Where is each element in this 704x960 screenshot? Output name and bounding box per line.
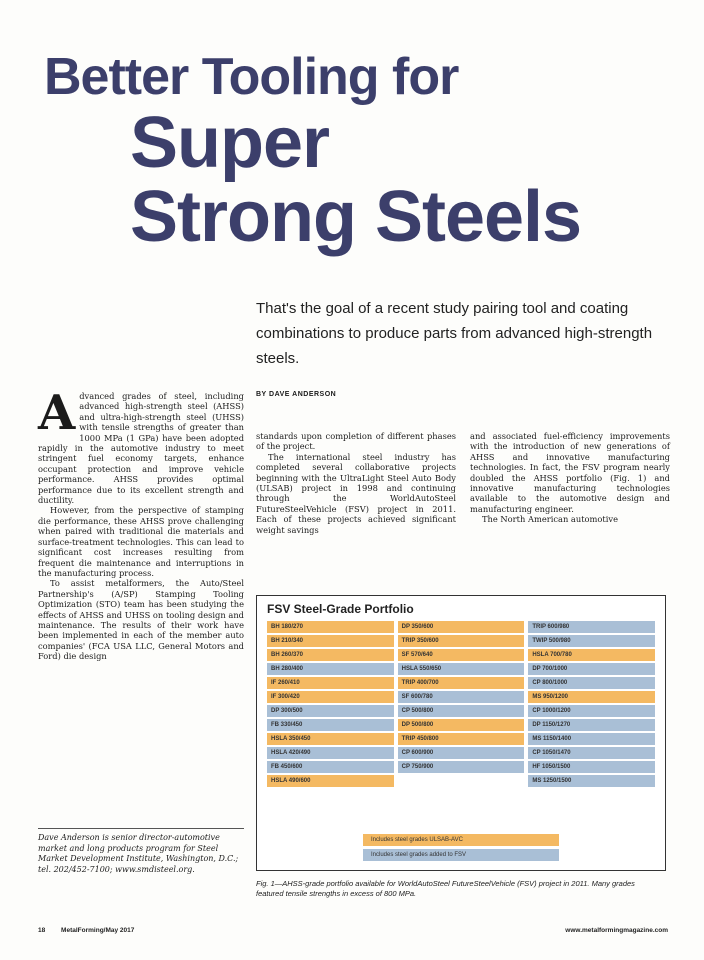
- figure-caption: Fig. 1—AHSS-grade portfolio available for WorldAutoSteel FutureSteelVehicle (FSV) project in 2011. Many grades featured tensile strengths in excess of 800 MPa.: [256, 879, 635, 898]
- byline: BY DAVE ANDERSON: [256, 391, 337, 398]
- publication-url: www.metalformingmagazine.com: [565, 927, 668, 934]
- grade-cell: SF 600/780: [398, 691, 525, 703]
- drop-cap: A: [38, 385, 76, 441]
- body-column-2: [256, 431, 456, 535]
- paragraph: The North American automotive: [482, 514, 618, 525]
- grade-cell: MS 1150/1400: [528, 733, 655, 745]
- article-deck: That's the goal of a recent study pairing tool and coating combinations to produce parts from advanced high-strength steels.: [256, 300, 653, 367]
- paragraph: However, from the perspective of stamping die performance, these AHSS prove challenging when paired with traditional die materials and surface-treatment technologies. This can lead to significant cost increases resulting from frequent die maintenance and interruptions in the manufacturing process.: [38, 505, 244, 578]
- grade-cell: DP 500/800: [398, 719, 525, 731]
- body-column-3: [470, 431, 670, 525]
- grade-cell: BH 260/370: [267, 649, 394, 661]
- grade-cell: FB 450/600: [267, 761, 394, 773]
- grade-cell: HF 1050/1500: [528, 761, 655, 773]
- article-title: [44, 48, 684, 257]
- grade-cell: TRIP 400/700: [398, 677, 525, 689]
- paragraph: To assist metalformers, the Auto/Steel Partnership's (A/SP) Stamping Tooling Optimization (STO) team has been studying the effects of AHSS and UHSS on tooling design and maintenance. The results of their work have been implemented in each of the member auto companies' (FCA USA LLC, General Motors and Ford) die design: [38, 578, 244, 662]
- title-line-3: Strong Steels: [130, 177, 582, 257]
- grade-column: [398, 621, 525, 789]
- grade-cell: TRIP 450/800: [398, 733, 525, 745]
- page-number: 18: [38, 927, 46, 934]
- grade-cell: MS 1250/1500: [528, 775, 655, 787]
- grade-cell: HSLA 350/450: [267, 733, 394, 745]
- grade-cell: DP 350/600: [398, 621, 525, 633]
- table-title: FSV Steel-Grade Portfolio: [267, 602, 414, 616]
- grade-cell: [398, 775, 525, 787]
- grade-cell: BH 180/270: [267, 621, 394, 633]
- paragraph-text: dvanced grades of steel, including advanced high-strength steel (AHSS) and ultra-high-strength steel (UHSS) with tensile strengths of greater than 1000 MPa (1 GPa) have been adopted rapidly in the automotive industry to meet stringent fuel economy targets, enhance occupant protection and improve vehicle performance. AHSS provides optimal performance due to its excellent strength and ductility.: [38, 391, 244, 506]
- legend-blue: Includes steel grades added to FSV: [363, 849, 559, 861]
- grade-cell: CP 1000/1200: [528, 705, 655, 717]
- publication-name: MetalForming/May 2017: [61, 927, 135, 934]
- grade-cell: DP 1150/1270: [528, 719, 655, 731]
- grade-cell: BH 210/340: [267, 635, 394, 647]
- grade-column: [267, 621, 394, 789]
- steel-grade-table: [256, 595, 666, 871]
- grade-cell: DP 300/500: [267, 705, 394, 717]
- grade-column: [528, 621, 655, 789]
- grade-cell: BH 280/400: [267, 663, 394, 675]
- paragraph: and associated fuel-efficiency improvements with the introduction of new generations of AHSS and innovative manufacturing technologies. In fact, the FSV program nearly doubled the AHSS portfolio (Fig. 1) and innovative manufacturing technologies available to the automotive design and manufacturing engineer.: [470, 431, 670, 514]
- grade-cell: TRIP 350/600: [398, 635, 525, 647]
- paragraph: [38, 385, 244, 506]
- grade-cell: CP 500/800: [398, 705, 525, 717]
- grade-cell: CP 1050/1470: [528, 747, 655, 759]
- grade-cell: HSLA 490/600: [267, 775, 394, 787]
- page-footer: [38, 927, 668, 934]
- grade-cell: IF 300/420: [267, 691, 394, 703]
- grade-cell: CP 750/900: [398, 761, 525, 773]
- grade-cell: MS 950/1200: [528, 691, 655, 703]
- grade-cell: TWIP 500/980: [528, 635, 655, 647]
- legend-orange: Includes steel grades ULSAB-AVC: [363, 834, 559, 846]
- grade-cell: IF 260/410: [267, 677, 394, 689]
- paragraph: standards upon completion of different phases of the project.: [256, 431, 456, 452]
- title-line-2: Super: [130, 103, 330, 183]
- title-line-1: Better Tooling for: [44, 48, 459, 106]
- grade-cell: SF 570/640: [398, 649, 525, 661]
- grade-cell: HSLA 550/650: [398, 663, 525, 675]
- grade-cell: CP 800/1000: [528, 677, 655, 689]
- author-bio: Dave Anderson is senior director-automotive market and long products program for Steel Market Development Institute, Washington, D.C.; tel. 202/452-7100; www.smdisteel.org.: [38, 828, 244, 875]
- grade-grid: [267, 621, 655, 789]
- paragraph: The international steel industry has completed several collaborative projects beginning with the UltraLight Steel Auto Body (ULSAB) project in 1998 and continuing through the WorldAutoSteel FutureSteelVehicle (FSV) project in 2011. Each of these projects achieved significant weight savings: [256, 451, 456, 535]
- grade-cell: FB 330/450: [267, 719, 394, 731]
- grade-cell: DP 700/1000: [528, 663, 655, 675]
- grade-cell: TRIP 600/980: [528, 621, 655, 633]
- body-column-1: [38, 385, 244, 662]
- grade-cell: HSLA 700/780: [528, 649, 655, 661]
- grade-cell: CP 600/900: [398, 747, 525, 759]
- grade-cell: HSLA 420/490: [267, 747, 394, 759]
